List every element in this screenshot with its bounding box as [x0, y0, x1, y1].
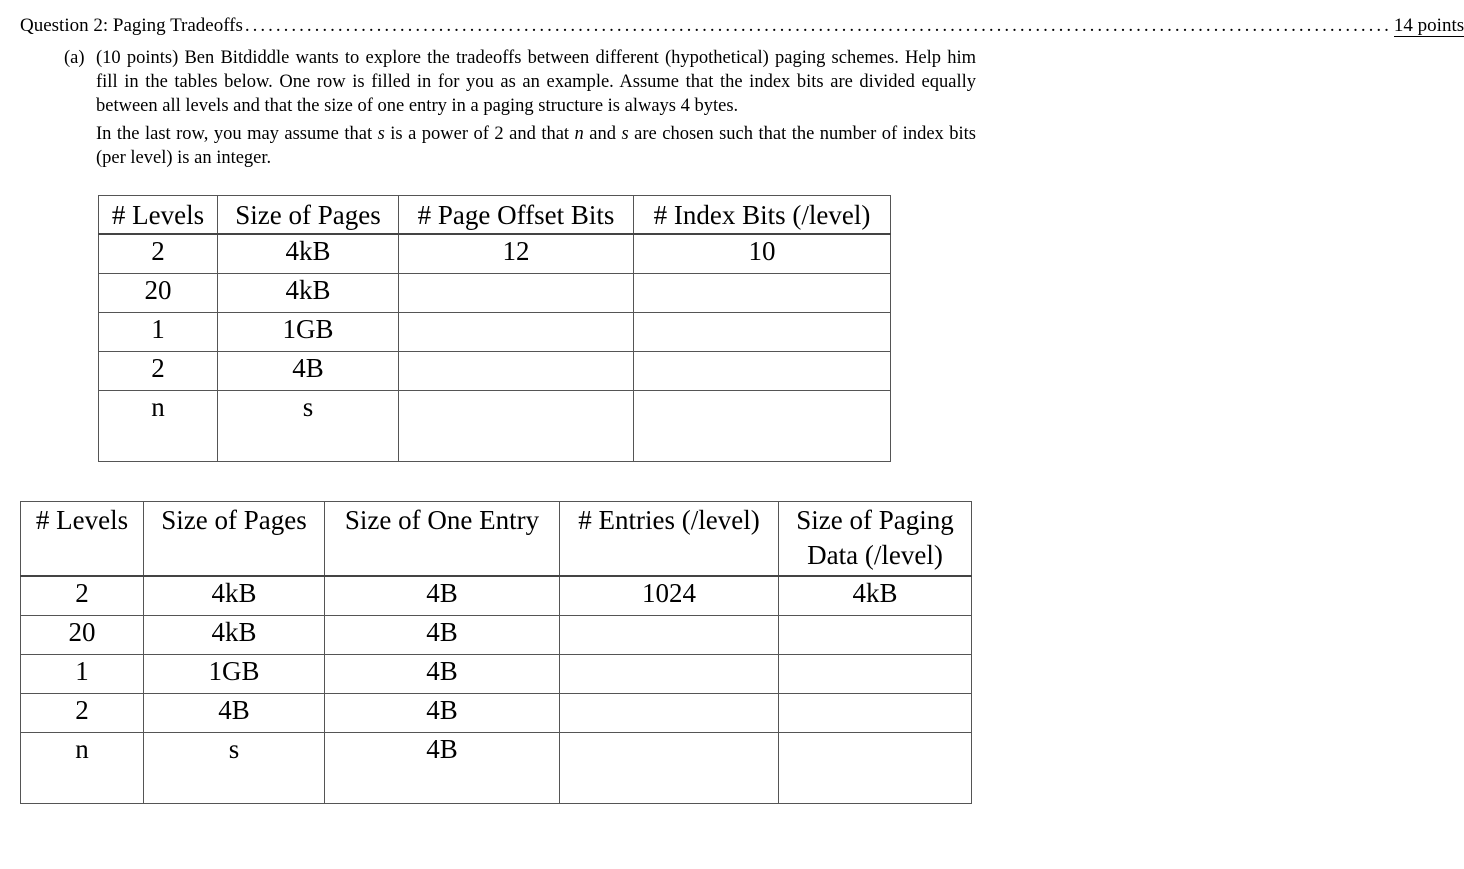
cell: 4B: [325, 576, 560, 616]
cell: 20: [99, 274, 218, 313]
col-header-page-size: Size of Pages: [218, 196, 399, 235]
index-bits-table: [98, 195, 891, 462]
table-row: [21, 655, 972, 694]
cell: 4B: [144, 694, 325, 733]
answer-cell[interactable]: [779, 694, 972, 733]
table-row: [21, 576, 972, 616]
cell: 2: [99, 352, 218, 391]
col-header-page-size: Size of Pages: [144, 502, 325, 577]
cell: s: [218, 391, 399, 462]
part-a-instructions: (10 points) Ben Bitdiddle wants to explore the tradeoffs between different (hypothetical) paging schemes. Help him fill in the tables below. One row is filled in for you as an example. Assume that the index bits are divided equally between all levels and that the size of one entry in a paging structure is always 4 bytes.: [96, 48, 976, 116]
cell: 4B: [218, 352, 399, 391]
table-header-row: [99, 196, 891, 235]
assumption-text-3: and: [583, 124, 622, 144]
answer-cell[interactable]: [779, 733, 972, 804]
cell: 4B: [325, 733, 560, 804]
col-header-offset-bits: # Page Offset Bits: [399, 196, 634, 235]
math-n: n: [574, 124, 584, 144]
cell: 10: [634, 234, 891, 274]
col-header-paging-data: Size of Paging Data (/level): [779, 502, 972, 577]
cell: 1: [99, 313, 218, 352]
table-row: [99, 313, 891, 352]
part-a: [64, 46, 976, 174]
cell: 4kB: [779, 576, 972, 616]
cell: 4kB: [144, 616, 325, 655]
cell: 4kB: [218, 274, 399, 313]
answer-cell[interactable]: [634, 352, 891, 391]
table-row: [99, 234, 891, 274]
math-s: s: [377, 124, 385, 144]
part-a-label: (a): [64, 48, 85, 68]
col-header-entry-size: Size of One Entry: [325, 502, 560, 577]
part-a-assumption: [96, 122, 976, 170]
assumption-text-1: In the last row, you may assume that: [96, 124, 378, 144]
col-header-entries: # Entries (/level): [560, 502, 779, 577]
table-row: [99, 352, 891, 391]
answer-cell[interactable]: [560, 694, 779, 733]
answer-cell[interactable]: [634, 313, 891, 352]
assumption-text-2: is a power of 2 and that: [384, 124, 575, 144]
table-row: [21, 616, 972, 655]
col-header-levels: # Levels: [99, 196, 218, 235]
cell: n: [99, 391, 218, 462]
answer-cell[interactable]: [399, 352, 634, 391]
cell: n: [21, 733, 144, 804]
paging-data-table: [20, 501, 972, 804]
cell: 4B: [325, 616, 560, 655]
answer-cell[interactable]: [634, 274, 891, 313]
answer-cell[interactable]: [634, 391, 891, 462]
cell: 4B: [325, 694, 560, 733]
cell: 4B: [325, 655, 560, 694]
cell: s: [144, 733, 325, 804]
table-header-row: [21, 502, 972, 577]
cell: 1GB: [218, 313, 399, 352]
assumption-text-4: are chosen such that the number of index bits (per level) is an integer.: [96, 124, 976, 168]
answer-cell[interactable]: [560, 733, 779, 804]
cell: 2: [99, 234, 218, 274]
answer-cell[interactable]: [779, 655, 972, 694]
cell: 2: [21, 694, 144, 733]
answer-cell[interactable]: [779, 616, 972, 655]
question-points: 14 points: [1393, 15, 1464, 36]
leader-dots: ....................................................................................................................................................: [244, 15, 1392, 36]
table-row: [99, 391, 891, 462]
answer-cell[interactable]: [399, 313, 634, 352]
table-row: [99, 274, 891, 313]
cell: 4kB: [144, 576, 325, 616]
answer-cell[interactable]: [399, 274, 634, 313]
col-header-index-bits: # Index Bits (/level): [634, 196, 891, 235]
cell: 12: [399, 234, 634, 274]
table-row: [21, 733, 972, 804]
math-s: s: [621, 124, 629, 144]
answer-cell[interactable]: [560, 655, 779, 694]
cell: 1GB: [144, 655, 325, 694]
cell: 1024: [560, 576, 779, 616]
question-title: Question 2: Paging Tradeoffs: [20, 15, 243, 36]
cell: 1: [21, 655, 144, 694]
answer-cell[interactable]: [560, 616, 779, 655]
cell: 2: [21, 576, 144, 616]
question-header: [20, 14, 1464, 38]
cell: 20: [21, 616, 144, 655]
table-row: [21, 694, 972, 733]
col-header-levels: # Levels: [21, 502, 144, 577]
answer-cell[interactable]: [399, 391, 634, 462]
cell: 4kB: [218, 234, 399, 274]
